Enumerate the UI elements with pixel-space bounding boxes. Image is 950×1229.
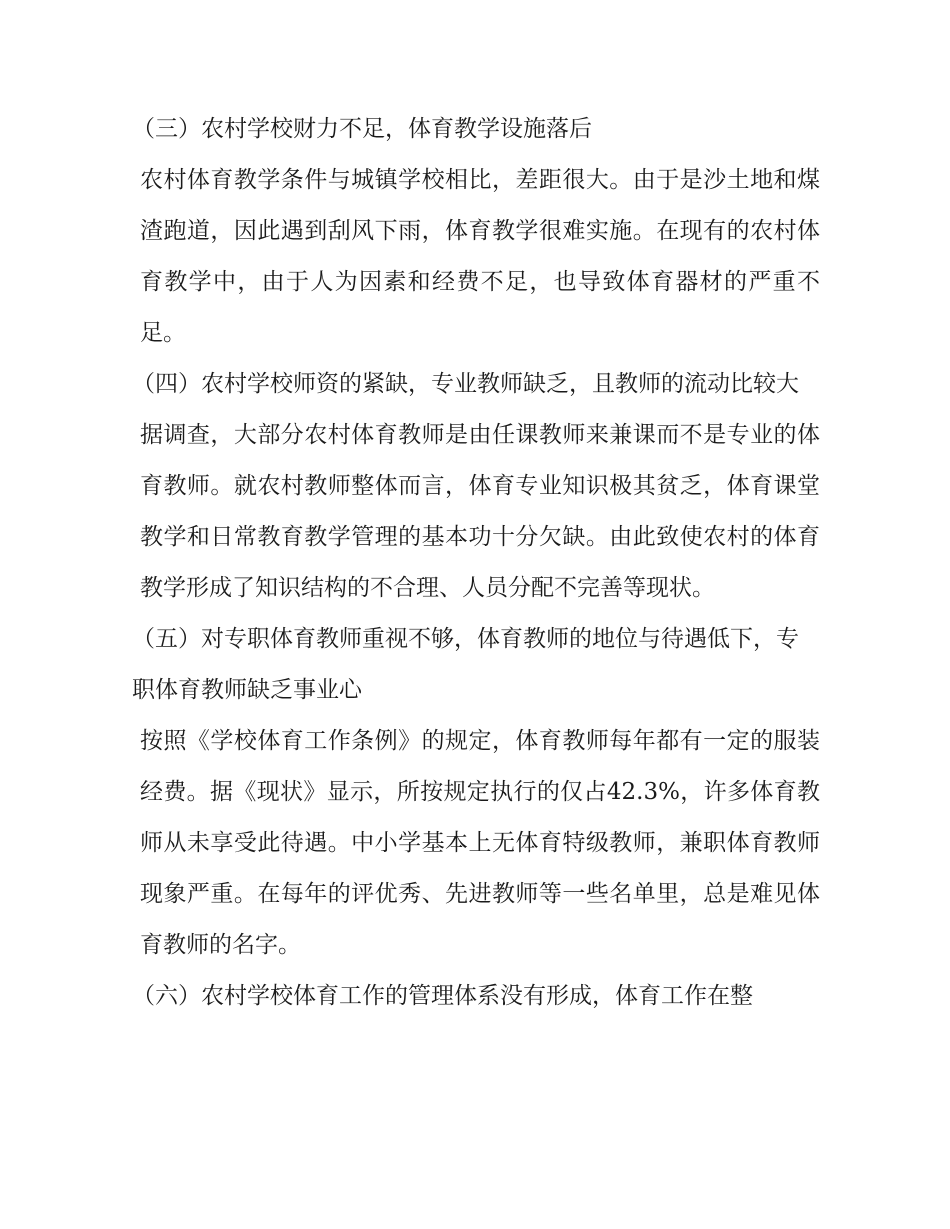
section-body-4: 据调查，大部分农村体育教师是由任课教师来兼课而不是专业的体育教师。就农村教师整体而言，体育专业知识极其贫乏，体育课堂教学和日常教育教学管理的基本功十分欠缺。由此致使农村的体育教学形成了知识结构的不合理、人员分配不完善等现状。 [140, 422, 820, 601]
section-heading-3: （三）农村学校财力不足，体育教学设施落后 [132, 116, 592, 142]
section-body-3: 农村体育教学条件与城镇学校相比，差距很大。由于是沙土地和煤渣跑道，因此遇到刮风下雨，体育教学很难实施。在现有的农村体育教学中，由于人为因素和经费不足，也导致体育器材的严重不足。 [140, 167, 820, 346]
section-body-5: 按照《学校体育工作条例》的规定，体育教师每年都有一定的服装经费。据《现状》显示，所按规定执行的仅占42.3%，许多体育教师从未享受此待遇。中小学基本上无体育特级教师，兼职体育教师现象严重。在每年的评优秀、先进教师等一些名单里，总是难见体育教师的名字。 [140, 728, 820, 958]
section-heading-5: （五）对专职体育教师重视不够，体育教师的地位与待遇低下，专职体育教师缺乏事业心 [132, 626, 799, 703]
document-body [132, 104, 820, 1022]
section-heading-6: （六）农村学校体育工作的管理体系没有形成，体育工作在整 [132, 983, 753, 1009]
section-heading-4: （四）农村学校师资的紧缺，专业教师缺乏，且教师的流动比较大 [132, 371, 799, 397]
